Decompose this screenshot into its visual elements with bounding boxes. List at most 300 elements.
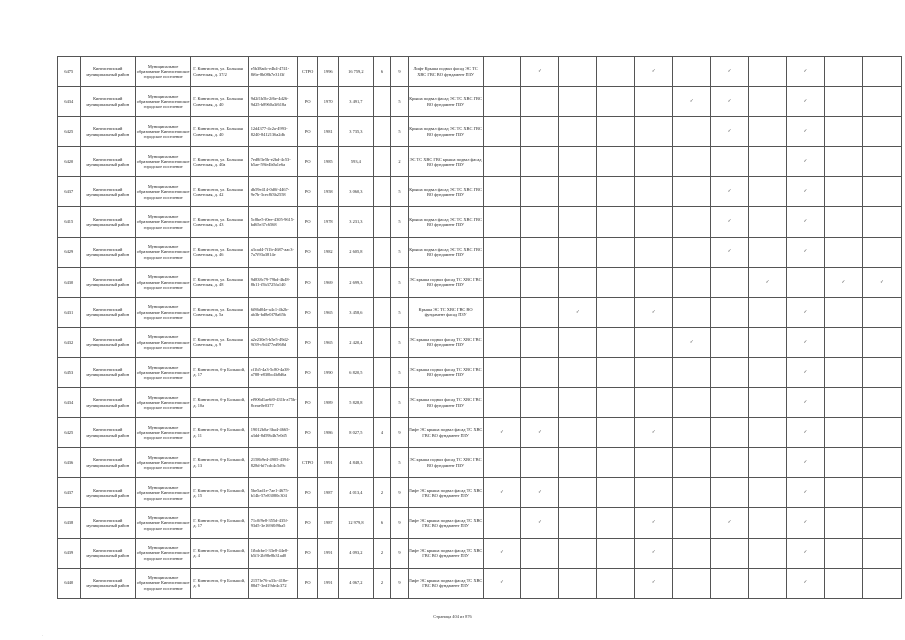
cell-formation: Муниципальное образование Кингисеппское городское поселение [135, 207, 190, 237]
page-footer: Страница 404 из 876 [433, 614, 472, 619]
cell-entrances: 5 [391, 448, 408, 478]
checkmark-icon: ✓ [651, 550, 656, 556]
cell-area: 3 231,3 [338, 207, 373, 237]
cell-entrances: 9 [391, 478, 408, 508]
cell-works: Крыша подвал фасад ЭС ТС ХВС ГВС ВО фундамент ПЗУ [408, 87, 483, 117]
check-cell [673, 327, 711, 357]
cell-material: РО [297, 327, 318, 357]
check-cell [862, 87, 901, 117]
cell-formation: Муниципальное образование Кингисеппское городское поселение [135, 87, 190, 117]
checkmark-icon: ✓ [651, 309, 656, 315]
checkmark-icon: ✓ [803, 249, 808, 255]
table-row [58, 57, 902, 87]
cell-works: Лифт ЭС крыша подвал фасад ТС ХВС ГВС ВО фундамент ПЗУ [408, 478, 483, 508]
check-cell [711, 538, 749, 568]
check-cell [559, 267, 597, 297]
check-cell [635, 357, 673, 387]
check-cell [787, 147, 825, 177]
checkmark-icon: ✓ [803, 98, 808, 104]
cell-entrances: 5 [391, 297, 408, 327]
cell-fias: a2e230e5-b5e5-49d2-9f39-c9d477ed968d [248, 327, 297, 357]
cell-address: Г. Кингисепп, ул. Большая Советская, д. 43 [191, 207, 248, 237]
cell-formation: Муниципальное образование Кингисеппское городское поселение [135, 327, 190, 357]
cell-area: 4 013,4 [338, 478, 373, 508]
check-cell [483, 448, 521, 478]
cell-year: 1969 [318, 267, 339, 297]
checkmark-icon: ✓ [576, 309, 580, 315]
check-cell [597, 508, 635, 538]
cell-formation: Муниципальное образование Кингисеппское городское поселение [135, 508, 190, 538]
check-cell [749, 207, 787, 237]
check-cell [597, 87, 635, 117]
check-cell [521, 478, 559, 508]
cell-material: РО [297, 237, 318, 267]
table-row [58, 418, 902, 448]
check-cell [749, 297, 787, 327]
cell-floors: 4 [373, 418, 390, 448]
check-cell [673, 508, 711, 538]
cell-fias: ef906d1ae6f0-431b-a75b-8ceae0e0377 [248, 388, 297, 418]
cell-works: ЭС крыша подвал фасад ТС ХВС ГВС ВО фундамент ПЗУ [408, 357, 483, 387]
cell-address: Г. Кингисепп, б-р Большой, д. 15 [191, 478, 248, 508]
checkmark-icon: ✓ [727, 98, 732, 104]
check-cell [521, 448, 559, 478]
checkmark-icon: ✓ [500, 580, 504, 586]
cell-fias: 5c8be5-f0ee-4305-9615-bd65e37c6568 [248, 207, 297, 237]
check-cell [559, 448, 597, 478]
check-cell [673, 448, 711, 478]
table-row [58, 388, 902, 418]
cell-floors [373, 448, 390, 478]
cell-area: 2 699,3 [338, 267, 373, 297]
checkmark-icon: ✓ [727, 520, 732, 526]
check-cell [862, 538, 901, 568]
cell-year: 1991 [318, 538, 339, 568]
check-cell [635, 147, 673, 177]
cell-entrances: 5 [391, 207, 408, 237]
check-cell [521, 538, 559, 568]
check-cell [483, 508, 521, 538]
check-cell [597, 568, 635, 598]
check-cell [521, 388, 559, 418]
cell-fias: 5be5ad1e-7ae1-4675-b14b-57e83080c304 [248, 478, 297, 508]
check-cell [521, 267, 559, 297]
check-cell [711, 568, 749, 598]
check-cell [559, 538, 597, 568]
cell-address: Г. Кингисепп, ул. Большая Советская, д. 46 [191, 237, 248, 267]
check-cell [862, 327, 901, 357]
check-cell [483, 57, 521, 87]
checkmark-icon: ✓ [803, 309, 808, 315]
check-cell [787, 388, 825, 418]
checkmark-icon: ✓ [689, 339, 694, 345]
corner-mark: . [42, 632, 43, 637]
check-cell [559, 207, 597, 237]
cell-works: ЭС крыша подвал фасад ТС ХВС ГВС ВО фундамент ПЗУ [408, 267, 483, 297]
check-cell [635, 297, 673, 327]
cell-district: Кингисеппский муниципальный район [80, 87, 135, 117]
cell-formation: Муниципальное образование Кингисеппское городское поселение [135, 237, 190, 267]
cell-year: 1991 [318, 448, 339, 478]
checkmark-icon: ✓ [803, 369, 808, 375]
check-cell [635, 87, 673, 117]
check-cell [711, 267, 749, 297]
check-cell [787, 177, 825, 207]
cell-floors [373, 177, 390, 207]
check-cell [862, 508, 901, 538]
cell-floors [373, 117, 390, 147]
check-cell [787, 448, 825, 478]
check-cell [711, 207, 749, 237]
cell-formation: Муниципальное образование Кингисеппское городское поселение [135, 538, 190, 568]
table-row [58, 297, 902, 327]
cell-material: РО [297, 508, 318, 538]
check-cell [597, 327, 635, 357]
check-cell [824, 207, 862, 237]
cell-address: Г. Кингисепп, ул. Большая Советская, д. 5а [191, 297, 248, 327]
cell-area: 8 027,5 [338, 418, 373, 448]
check-cell [483, 207, 521, 237]
cell-material: РО [297, 117, 318, 147]
check-cell [559, 478, 597, 508]
check-cell [559, 418, 597, 448]
check-cell [521, 117, 559, 147]
check-cell [749, 538, 787, 568]
cell-entrances: 5 [391, 87, 408, 117]
check-cell [597, 538, 635, 568]
cell-material: РО [297, 388, 318, 418]
checkmark-icon: ✓ [689, 98, 694, 104]
checkmark-icon: ✓ [803, 129, 808, 135]
check-cell [521, 418, 559, 448]
check-cell [635, 448, 673, 478]
table-row [58, 267, 902, 297]
cell-material: РО [297, 87, 318, 117]
checkmark-icon: ✓ [803, 580, 808, 586]
check-cell [521, 237, 559, 267]
check-cell [483, 357, 521, 387]
check-cell [824, 478, 862, 508]
cell-num: 6415 [58, 207, 81, 237]
cell-area: 4 093,2 [338, 538, 373, 568]
check-cell [483, 418, 521, 448]
cell-works: Лифт ЭС крыша подвал фасад ТС ХВС ГВС ВО фундамент ПЗУ [408, 538, 483, 568]
checkmark-icon: ✓ [803, 68, 808, 74]
cell-address: Г. Кингисепп, б-р Большой, д. 4 [191, 538, 248, 568]
check-cell [635, 207, 673, 237]
check-cell [597, 207, 635, 237]
check-cell [673, 147, 711, 177]
check-cell [862, 448, 901, 478]
checkmark-icon: ✓ [803, 399, 808, 405]
cell-formation: Муниципальное образование Кингисеппское городское поселение [135, 448, 190, 478]
check-cell [711, 177, 749, 207]
check-cell [597, 418, 635, 448]
cell-works: Лифт Крыша подвал фасад ЭС ТС ХВС ГВС ВО фундамент ПЗУ [408, 57, 483, 87]
check-cell [862, 568, 901, 598]
cell-year: 1986 [318, 418, 339, 448]
register-table [57, 56, 902, 599]
check-cell [711, 478, 749, 508]
cell-district: Кингисеппский муниципальный район [80, 267, 135, 297]
cell-num: 6434 [58, 388, 81, 418]
cell-area: 3 458,6 [338, 297, 373, 327]
cell-area: 4 067,2 [338, 568, 373, 598]
cell-formation: Муниципальное образование Кингисеппское городское поселение [135, 357, 190, 387]
cell-fias: 1fbdcbe1-33e8-44e8-b5f3-2b98e8b31ad0 [248, 538, 297, 568]
checkmark-icon: ✓ [651, 520, 656, 526]
check-cell [787, 87, 825, 117]
cell-year: 1987 [318, 478, 339, 508]
cell-works: Крыша подвал фасад ЭС ТС ХВС ГВС ВО фундамент ПЗУ [408, 177, 483, 207]
cell-num: 6475 [58, 57, 81, 87]
cell-num: 6425 [58, 117, 81, 147]
cell-works: Крыша подвал фасад ЭС ТС ХВС ГВС ВО фундамент ПЗУ [408, 237, 483, 267]
check-cell [824, 87, 862, 117]
cell-works: Лифт ЭС крыша подвал фасад ТС ХВС ГВС ВО фундамент ПЗУ [408, 508, 483, 538]
cell-material: РО [297, 357, 318, 387]
cell-works: Лифт ЭС крыша подвал фасад ТС ХВС ГВС ВО фундамент ПЗУ [408, 568, 483, 598]
cell-area: 3 060,3 [338, 177, 373, 207]
cell-address: Г. Кингисепп, б-р Большой, д. 13 [191, 448, 248, 478]
check-cell [711, 327, 749, 357]
check-cell [673, 237, 711, 267]
cell-address: Г. Кингисепп, ул. Большая Советская, д. 40 [191, 117, 248, 147]
check-cell [749, 57, 787, 87]
check-cell [635, 478, 673, 508]
cell-floors [373, 147, 390, 177]
table-row [58, 448, 902, 478]
cell-year: 1991 [318, 568, 339, 598]
check-cell [862, 357, 901, 387]
check-cell [597, 237, 635, 267]
cell-address: Г. Кингисепп, б-р Большой, д. 17 [191, 508, 248, 538]
check-cell [521, 177, 559, 207]
cell-num: 6420 [58, 147, 81, 177]
cell-floors [373, 237, 390, 267]
check-cell [862, 388, 901, 418]
check-cell [749, 568, 787, 598]
checkmark-icon: ✓ [727, 129, 732, 135]
cell-fias: db59e414-0d0f-4467-9e7b-3cec8f3b2558 [248, 177, 297, 207]
table-row [58, 207, 902, 237]
check-cell [597, 57, 635, 87]
cell-district: Кингисеппский муниципальный район [80, 297, 135, 327]
table-row [58, 568, 902, 598]
check-cell [787, 508, 825, 538]
cell-material: РО [297, 538, 318, 568]
check-cell [559, 177, 597, 207]
cell-entrances: 5 [391, 117, 408, 147]
check-cell [787, 117, 825, 147]
cell-address: Г. Кингисепп, б-р Большой, д. 6 [191, 568, 248, 598]
cell-num: 6437 [58, 177, 81, 207]
checkmark-icon: ✓ [727, 249, 732, 255]
check-cell [597, 177, 635, 207]
cell-address: Г. Кингисепп, б-р Большой, д. 10а [191, 388, 248, 418]
check-cell [862, 478, 901, 508]
check-cell [673, 478, 711, 508]
check-cell [483, 147, 521, 177]
cell-district: Кингисеппский муниципальный район [80, 237, 135, 267]
cell-entrances: 5 [391, 357, 408, 387]
check-cell [521, 357, 559, 387]
cell-address: Г. Кингисепп, ул. Большая Советская, д. 48 [191, 267, 248, 297]
checkmark-icon: ✓ [765, 279, 770, 285]
check-cell [521, 57, 559, 87]
cell-material: РО [297, 418, 318, 448]
check-cell [521, 568, 559, 598]
check-cell [711, 357, 749, 387]
cell-material: РО [297, 207, 318, 237]
cell-entrances: 9 [391, 418, 408, 448]
check-cell [483, 568, 521, 598]
cell-fias: 2157fe76-a33c-418e-88d7-3ed19de4c372 [248, 568, 297, 598]
check-cell [787, 568, 825, 598]
cell-year: 1985 [318, 147, 339, 177]
table-row [58, 177, 902, 207]
check-cell [711, 117, 749, 147]
check-cell [673, 87, 711, 117]
check-cell [635, 267, 673, 297]
cell-material: РО [297, 478, 318, 508]
check-cell [711, 147, 749, 177]
check-cell [787, 418, 825, 448]
cell-year: 1965 [318, 327, 339, 357]
check-cell [673, 388, 711, 418]
cell-material: РО [297, 147, 318, 177]
check-cell [559, 357, 597, 387]
checkmark-icon: ✓ [803, 339, 808, 345]
check-cell [711, 418, 749, 448]
check-cell [635, 57, 673, 87]
checkmark-icon: ✓ [538, 430, 542, 436]
check-cell [635, 568, 673, 598]
cell-district: Кингисеппский муниципальный район [80, 327, 135, 357]
checkmark-icon: ✓ [803, 159, 808, 165]
cell-material: СТРО [297, 448, 318, 478]
check-cell [483, 117, 521, 147]
check-cell [635, 508, 673, 538]
cell-works: ЭС крыша подвал фасад ТС ХВС ГВС ВО фундамент ПЗУ [408, 388, 483, 418]
cell-works: Крыша подвал фасад ЭС ТС ХВС ГВС ВО фундамент ПЗУ [408, 117, 483, 147]
table-row [58, 508, 902, 538]
check-cell [862, 147, 901, 177]
check-cell [824, 448, 862, 478]
cell-fias: cf1b5-4a3-5c80-4a38-a788-e830bc4b8d6a [248, 357, 297, 387]
cell-area: 12 979,8 [338, 508, 373, 538]
cell-fias: 71c0f9e8-355d-435f-93d5-3e169f0f9ba5 [248, 508, 297, 538]
cell-address: Г. Кингисепп, ул. Большая Советская, д. 9 [191, 327, 248, 357]
table-row [58, 327, 902, 357]
cell-num: 6436 [58, 448, 81, 478]
table-row [58, 478, 902, 508]
cell-district: Кингисеппский муниципальный район [80, 177, 135, 207]
check-cell [559, 87, 597, 117]
check-cell [824, 357, 862, 387]
check-cell [749, 418, 787, 448]
cell-entrances: 9 [391, 538, 408, 568]
check-cell [483, 538, 521, 568]
check-cell [483, 267, 521, 297]
cell-floors [373, 297, 390, 327]
check-cell [673, 418, 711, 448]
check-cell [521, 297, 559, 327]
cell-district: Кингисеппский муниципальный район [80, 117, 135, 147]
checkmark-icon: ✓ [727, 68, 732, 74]
check-cell [559, 388, 597, 418]
cell-year: 1989 [318, 388, 339, 418]
check-cell [635, 388, 673, 418]
cell-district: Кингисеппский муниципальный район [80, 478, 135, 508]
checkmark-icon: ✓ [880, 279, 884, 285]
check-cell [749, 87, 787, 117]
cell-works: Крыша подвал фасад ЭС ТС ХВС ГВС ВО фундамент ПЗУ [408, 207, 483, 237]
check-cell [824, 538, 862, 568]
check-cell [483, 327, 521, 357]
cell-floors [373, 267, 390, 297]
table-row [58, 87, 902, 117]
cell-district: Кингисеппский муниципальный район [80, 508, 135, 538]
cell-address: Г. Кингисепп, ул. Большая Советская, д. 40а [191, 147, 248, 177]
cell-formation: Муниципальное образование Кингисеппское городское поселение [135, 117, 190, 147]
check-cell [597, 117, 635, 147]
checkmark-icon: ✓ [727, 219, 732, 225]
cell-address: Г. Кингисепп, б-р Большой, д. 17 [191, 357, 248, 387]
cell-fias: 2158b9e4-4905-4394-828d-bf7cdc4c5d9c [248, 448, 297, 478]
cell-floors [373, 87, 390, 117]
check-cell [711, 87, 749, 117]
cell-formation: Муниципальное образование Кингисеппское городское поселение [135, 478, 190, 508]
cell-num: 6430 [58, 267, 81, 297]
cell-floors [373, 207, 390, 237]
cell-num: 6438 [58, 508, 81, 538]
cell-floors [373, 357, 390, 387]
check-cell [749, 237, 787, 267]
cell-formation: Муниципальное образование Кингисеппское городское поселение [135, 568, 190, 598]
cell-num: 6432 [58, 327, 81, 357]
cell-fias: e5b38adc-e4b4-4741-8f6e-8b08b7e31f3f [248, 57, 297, 87]
check-cell [824, 57, 862, 87]
cell-works: Лифт ЭС крыша подвал фасад ТС ХВС ГВС ВО фундамент ПЗУ [408, 418, 483, 448]
cell-year: 1958 [318, 177, 339, 207]
checkmark-icon: ✓ [803, 189, 808, 195]
cell-district: Кингисеппский муниципальный район [80, 147, 135, 177]
check-cell [749, 508, 787, 538]
cell-fias: 6f86d04e-a4c1-4b2b-ab3b-bd8e0f78a65b [248, 297, 297, 327]
check-cell [749, 327, 787, 357]
cell-floors [373, 388, 390, 418]
cell-material: РО [297, 267, 318, 297]
cell-area: 2 605,8 [338, 237, 373, 267]
check-cell [635, 177, 673, 207]
check-cell [824, 568, 862, 598]
check-cell [559, 57, 597, 87]
cell-formation: Муниципальное образование Кингисеппское городское поселение [135, 418, 190, 448]
check-cell [711, 237, 749, 267]
check-cell [787, 357, 825, 387]
checkmark-icon: ✓ [500, 550, 504, 556]
cell-area: 16 759,2 [338, 57, 373, 87]
check-cell [862, 117, 901, 147]
cell-area: 2 420,4 [338, 327, 373, 357]
cell-fias: 7ed8f3e5b-e2bd-4c53-b5ae-59fe4b0a1e6a [248, 147, 297, 177]
checkmark-icon: ✓ [538, 520, 542, 526]
check-cell [483, 177, 521, 207]
cell-num: 6440 [58, 568, 81, 598]
cell-works: ЭС крыша подвал фасад ТС ХВС ГВС ВО фундамент ПЗУ [408, 327, 483, 357]
cell-district: Кингисеппский муниципальный район [80, 57, 135, 87]
